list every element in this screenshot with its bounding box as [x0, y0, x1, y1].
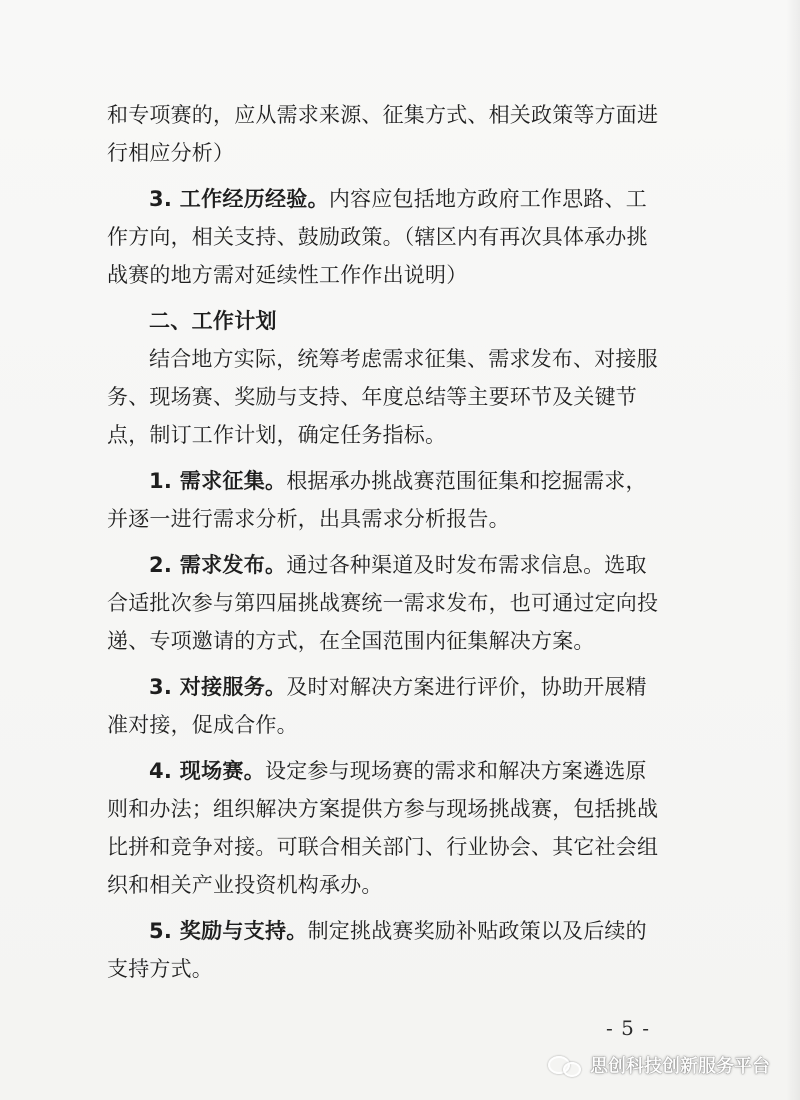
paragraph-demand-collection	[107, 462, 667, 538]
paragraph-work-experience	[107, 180, 667, 294]
paragraph-heading: 1. 需求征集。	[149, 469, 287, 493]
paragraph-demand-release	[107, 546, 667, 660]
paragraph-text: 通过各种渠道及时发布需求信息。选取合适批次参与第四届挑战赛统一需求发布，也可通过定向投递、专项邀请的方式，在全国范围内征集解决方案。	[107, 553, 659, 653]
paragraph-heading: 4. 现场赛。	[149, 759, 265, 783]
document-content	[107, 96, 667, 988]
paragraph-text: 根据承办挑战赛范围征集和挖掘需求，并逐一进行需求分析，出具需求分析报告。	[107, 469, 647, 531]
paragraph-text: 内容应包括地方政府工作思路、工作方向，相关支持、鼓励政策。（辖区内有再次具体承办挑战赛的地方需对延续性工作作出说明）	[107, 187, 648, 287]
watermark-label: 思创科技创新服务平台	[590, 1056, 770, 1077]
paragraph-text: 制定挑战赛奖励补贴政策以及后续的支持方式。	[107, 919, 647, 981]
wechat-bubble-small	[563, 1062, 581, 1077]
paragraph-heading: 3. 工作经历经验。	[149, 187, 329, 211]
paragraph-work-plan-intro	[107, 340, 667, 454]
paragraph-continuation	[107, 96, 667, 172]
paragraph-text: 和专项赛的，应从需求来源、征集方式、相关政策等方面进行相应分析）	[107, 103, 659, 165]
paragraph-text: 及时对解决方案进行评价，协助开展精准对接，促成合作。	[107, 675, 647, 737]
paragraph-heading: 3. 对接服务。	[149, 675, 287, 699]
paragraph-text: 设定参与现场赛的需求和解决方案遴选原则和办法；组织解决方案提供方参与现场挑战赛，包括挑战比拼和竞争对接。可联合相关部门、行业协会、其它社会组织和相关产业投资机构承办。	[107, 759, 659, 897]
paragraph-heading: 2. 需求发布。	[149, 553, 287, 577]
page-number: - 5 -	[606, 1016, 650, 1040]
paragraph-onsite-competition	[107, 752, 667, 904]
wechat-icon	[548, 1054, 582, 1076]
watermark	[548, 1052, 770, 1078]
paragraph-text: 结合地方实际，统筹考虑需求征集、需求发布、对接服务、现场赛、奖励与支持、年度总结等主要环节及关键节点，制订工作计划，确定任务指标。	[107, 347, 658, 447]
paragraph-matching-service	[107, 668, 667, 744]
page-edge-shadow	[786, 0, 800, 1100]
paragraph-rewards-support	[107, 912, 667, 988]
section-title-work-plan: 二、工作计划	[149, 309, 277, 333]
paragraph-heading: 5. 奖励与支持。	[149, 919, 308, 943]
